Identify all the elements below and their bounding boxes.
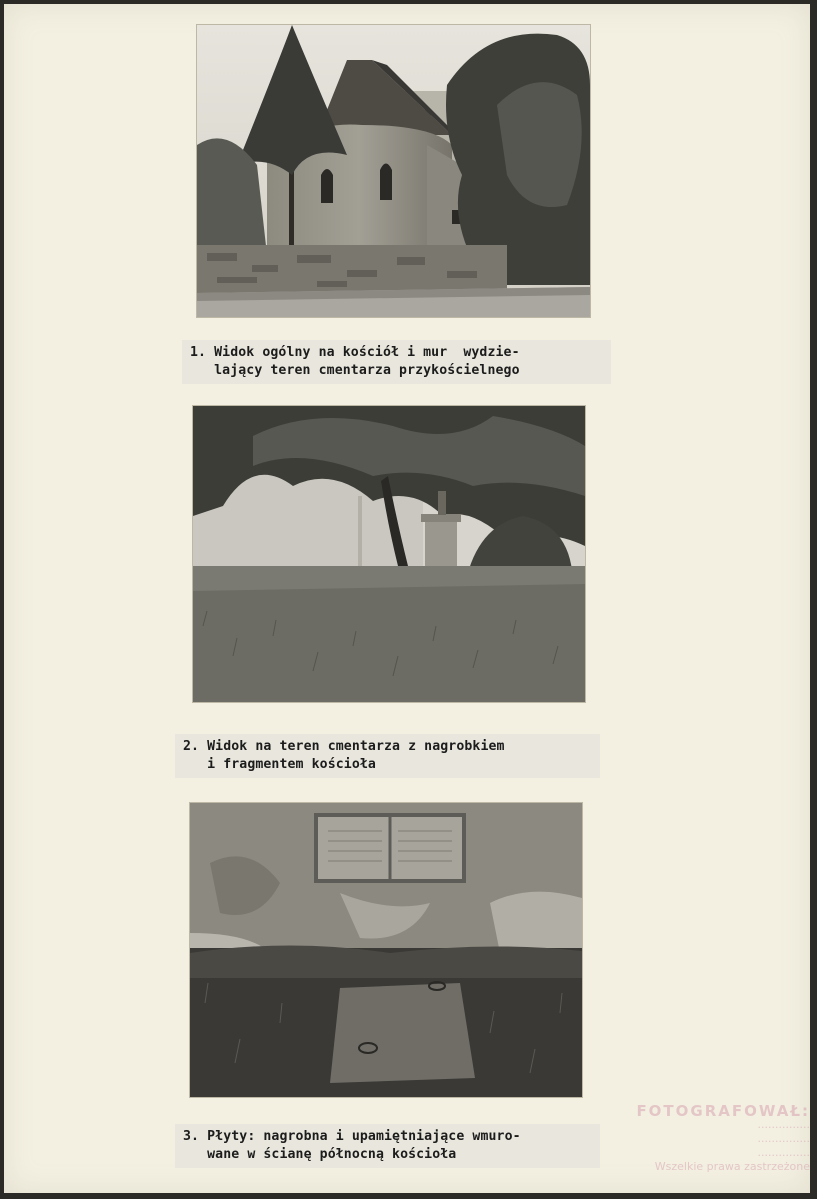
photographer-stamp — [630, 1104, 810, 1174]
church-exterior-photo — [197, 25, 590, 317]
photo-3-caption-line1: 3. Płyty: nagrobna i upamiętniające wmuro- — [183, 1129, 521, 1144]
stamp-line-3: ............... — [757, 1132, 810, 1145]
stamp-line-1: FOTOGRAFOWAŁ: — [636, 1102, 810, 1120]
photo-2-caption-line1: 2. Widok na teren cmentarza z nagrobkiem — [183, 739, 505, 754]
photo-2-caption-line2: i fragmentem kościoła — [183, 757, 376, 772]
photo-3-caption-line2: wane w ścianę północną kościoła — [183, 1147, 457, 1162]
archive-sheet — [4, 4, 810, 1193]
stamp-line-4: ............... — [757, 1146, 810, 1159]
photo-3-caption — [175, 1124, 600, 1168]
photo-1-caption — [182, 340, 611, 384]
cemetery-grounds-photo — [193, 406, 585, 702]
photo-2-caption — [175, 734, 600, 778]
stamp-line-2: ............... — [757, 1118, 810, 1131]
grave-slabs-photo — [190, 803, 582, 1097]
stamp-line-5: Wszelkie prawa zastrzeżone — [654, 1160, 810, 1173]
photo-1-caption-line2: lający teren cmentarza przykościelnego — [190, 363, 520, 378]
photo-1-caption-line1: 1. Widok ogólny na kościół i mur wydzie- — [190, 345, 520, 360]
